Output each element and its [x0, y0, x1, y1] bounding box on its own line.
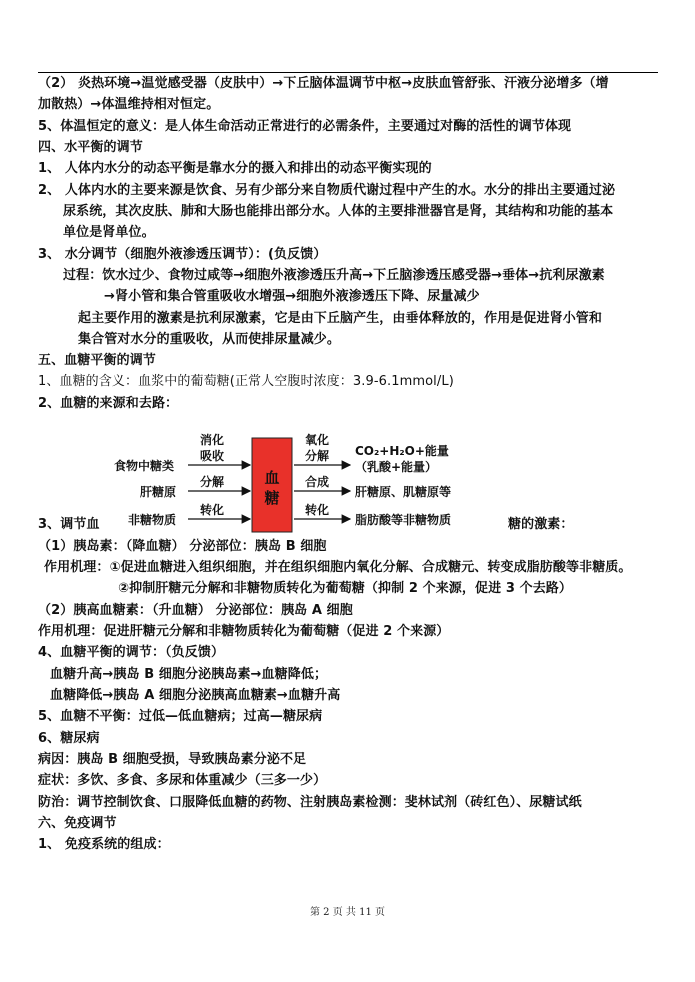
- text-line: 单位是肾单位。: [63, 225, 155, 240]
- center-label-2: 糖: [264, 489, 280, 507]
- text-line: （2） 炎热环境→温觉感受器（皮肤中）→下丘脑体温调节中枢→皮肤血管舒张、汗液分泌增多（增: [38, 76, 609, 91]
- text-line: 3、 水分调节（细胞外液渗透压调节）：(负反馈）: [38, 247, 327, 262]
- source-non-sugar: 非糖物质: [128, 513, 177, 527]
- text-line: 2、 人体内水的主要来源是饮食、另有少部分来自物质代谢过程中产生的水。水分的排出主要通过泌: [38, 183, 616, 198]
- text-line: （2）胰高血糖素：（升血糖） 分泌部位：胰岛 A 细胞: [38, 603, 353, 618]
- blood-glucose-diagram: [100, 420, 500, 545]
- text-line: 血糖升高→胰岛 B 细胞分泌胰岛素→血糖降低；: [50, 667, 328, 682]
- text-line: 作用机理：促进肝糖元分解和非糖物质转化为葡萄糖（促进 2 个来源）: [38, 624, 450, 639]
- arrow-label-decompose: 分解: [200, 475, 225, 489]
- text-line: 集合管对水分的重吸收，从而使排尿量减少。: [78, 332, 341, 347]
- text-line: 血糖降低→胰岛 A 细胞分泌胰高血糖素→血糖升高: [50, 688, 341, 703]
- text-line: 加散热）→体温维持相对恒定。: [38, 97, 220, 112]
- arrow-label-synth: 合成: [305, 475, 330, 489]
- text-line: 5、体温恒定的意义：是人体生命活动正常进行的必需条件，主要通过对酶的活性的调节体现: [38, 119, 572, 134]
- text-line: 6、糖尿病: [38, 731, 100, 746]
- section-heading: 五、血糖平衡的调节: [38, 353, 156, 368]
- source-liver-glycogen: 肝糖原: [140, 485, 177, 499]
- text-line: ②抑制肝糖元分解和非糖物质转化为葡萄糖（抑制 2 个来源，促进 3 个去路）: [118, 581, 573, 596]
- section-heading: 四、水平衡的调节: [38, 140, 143, 155]
- text-line: 5、血糖不平衡：过低—低血糖病；过高—糖尿病: [38, 709, 323, 724]
- text-line: 3、调节血: [38, 517, 100, 532]
- arrow-label-oxidize: 氧化: [305, 433, 330, 447]
- text-line: 2、血糖的来源和去路：: [38, 396, 179, 411]
- section-heading: 六、免疫调节: [38, 816, 117, 831]
- arrow-label-transform: 转化: [305, 503, 330, 517]
- text-line: 过程：饮水过少、食物过咸等→细胞外液渗透压升高→下丘脑渗透压感受器→垂体→抗利尿激素: [63, 268, 605, 283]
- text-line: （1）胰岛素：（降血糖） 分泌部位：胰岛 B 细胞: [38, 539, 327, 554]
- text-line: 病因：胰岛 B 细胞受损，导致胰岛素分泌不足: [38, 752, 307, 767]
- text-line: 作用机理：①促进血糖进入组织细胞，并在组织细胞内氧化分解、合成糖元、转变成脂肪酸等非糖质。: [44, 560, 632, 575]
- text-line: 糖的激素：: [508, 517, 574, 532]
- arrow-label-decompose2: 分解: [305, 449, 330, 463]
- text-line: 4、血糖平衡的调节：（负反馈）: [38, 645, 225, 660]
- sink-fatty-acid: 脂肪酸等非糖物质: [355, 513, 452, 527]
- arrow-label-absorb: 吸收: [200, 449, 225, 463]
- source-food: 食物中糖类: [114, 459, 175, 473]
- arrow-label-digest: 消化: [200, 433, 225, 447]
- text-line: 起主要作用的激素是抗利尿激素，它是由下丘脑产生，由垂体释放的，作用是促进肾小管和: [78, 311, 603, 326]
- arrow-label-convert: 转化: [200, 503, 225, 517]
- header-rule: [38, 72, 658, 73]
- text-line: 症状：多饮、多食、多尿和体重减少（三多一少）: [38, 773, 327, 788]
- page-footer: 第 2 页 共 11 页: [310, 907, 385, 918]
- text-line: →肾小管和集合管重吸收水增强→细胞外液渗透压下降、尿量减少: [104, 289, 480, 304]
- text-line: 1、 人体内水分的动态平衡是靠水分的摄入和排出的动态平衡实现的: [38, 161, 432, 176]
- sink-glycogen: 肝糖原、肌糖原等: [355, 485, 452, 499]
- sink-lactic: （乳酸+能量）: [355, 460, 438, 474]
- text-line: 1、血糖的含义：血浆中的葡萄糖(正常人空腹时浓度：3.9-6.1mmol/L): [38, 374, 454, 389]
- center-label-1: 血: [264, 469, 280, 487]
- text-line: 防治：调节控制饮食、口服降低血糖的药物、注射胰岛素检测：斐林试剂（砖红色）、尿糖试纸: [38, 795, 582, 810]
- text-line: 1、 免疫系统的组成：: [38, 837, 170, 852]
- sink-co2: CO₂+H₂O+能量: [355, 444, 449, 458]
- text-line: 尿系统，其次皮肤、肺和大肠也能排出部分水。人体的主要排泄器官是肾，其结构和功能的基本: [63, 204, 614, 219]
